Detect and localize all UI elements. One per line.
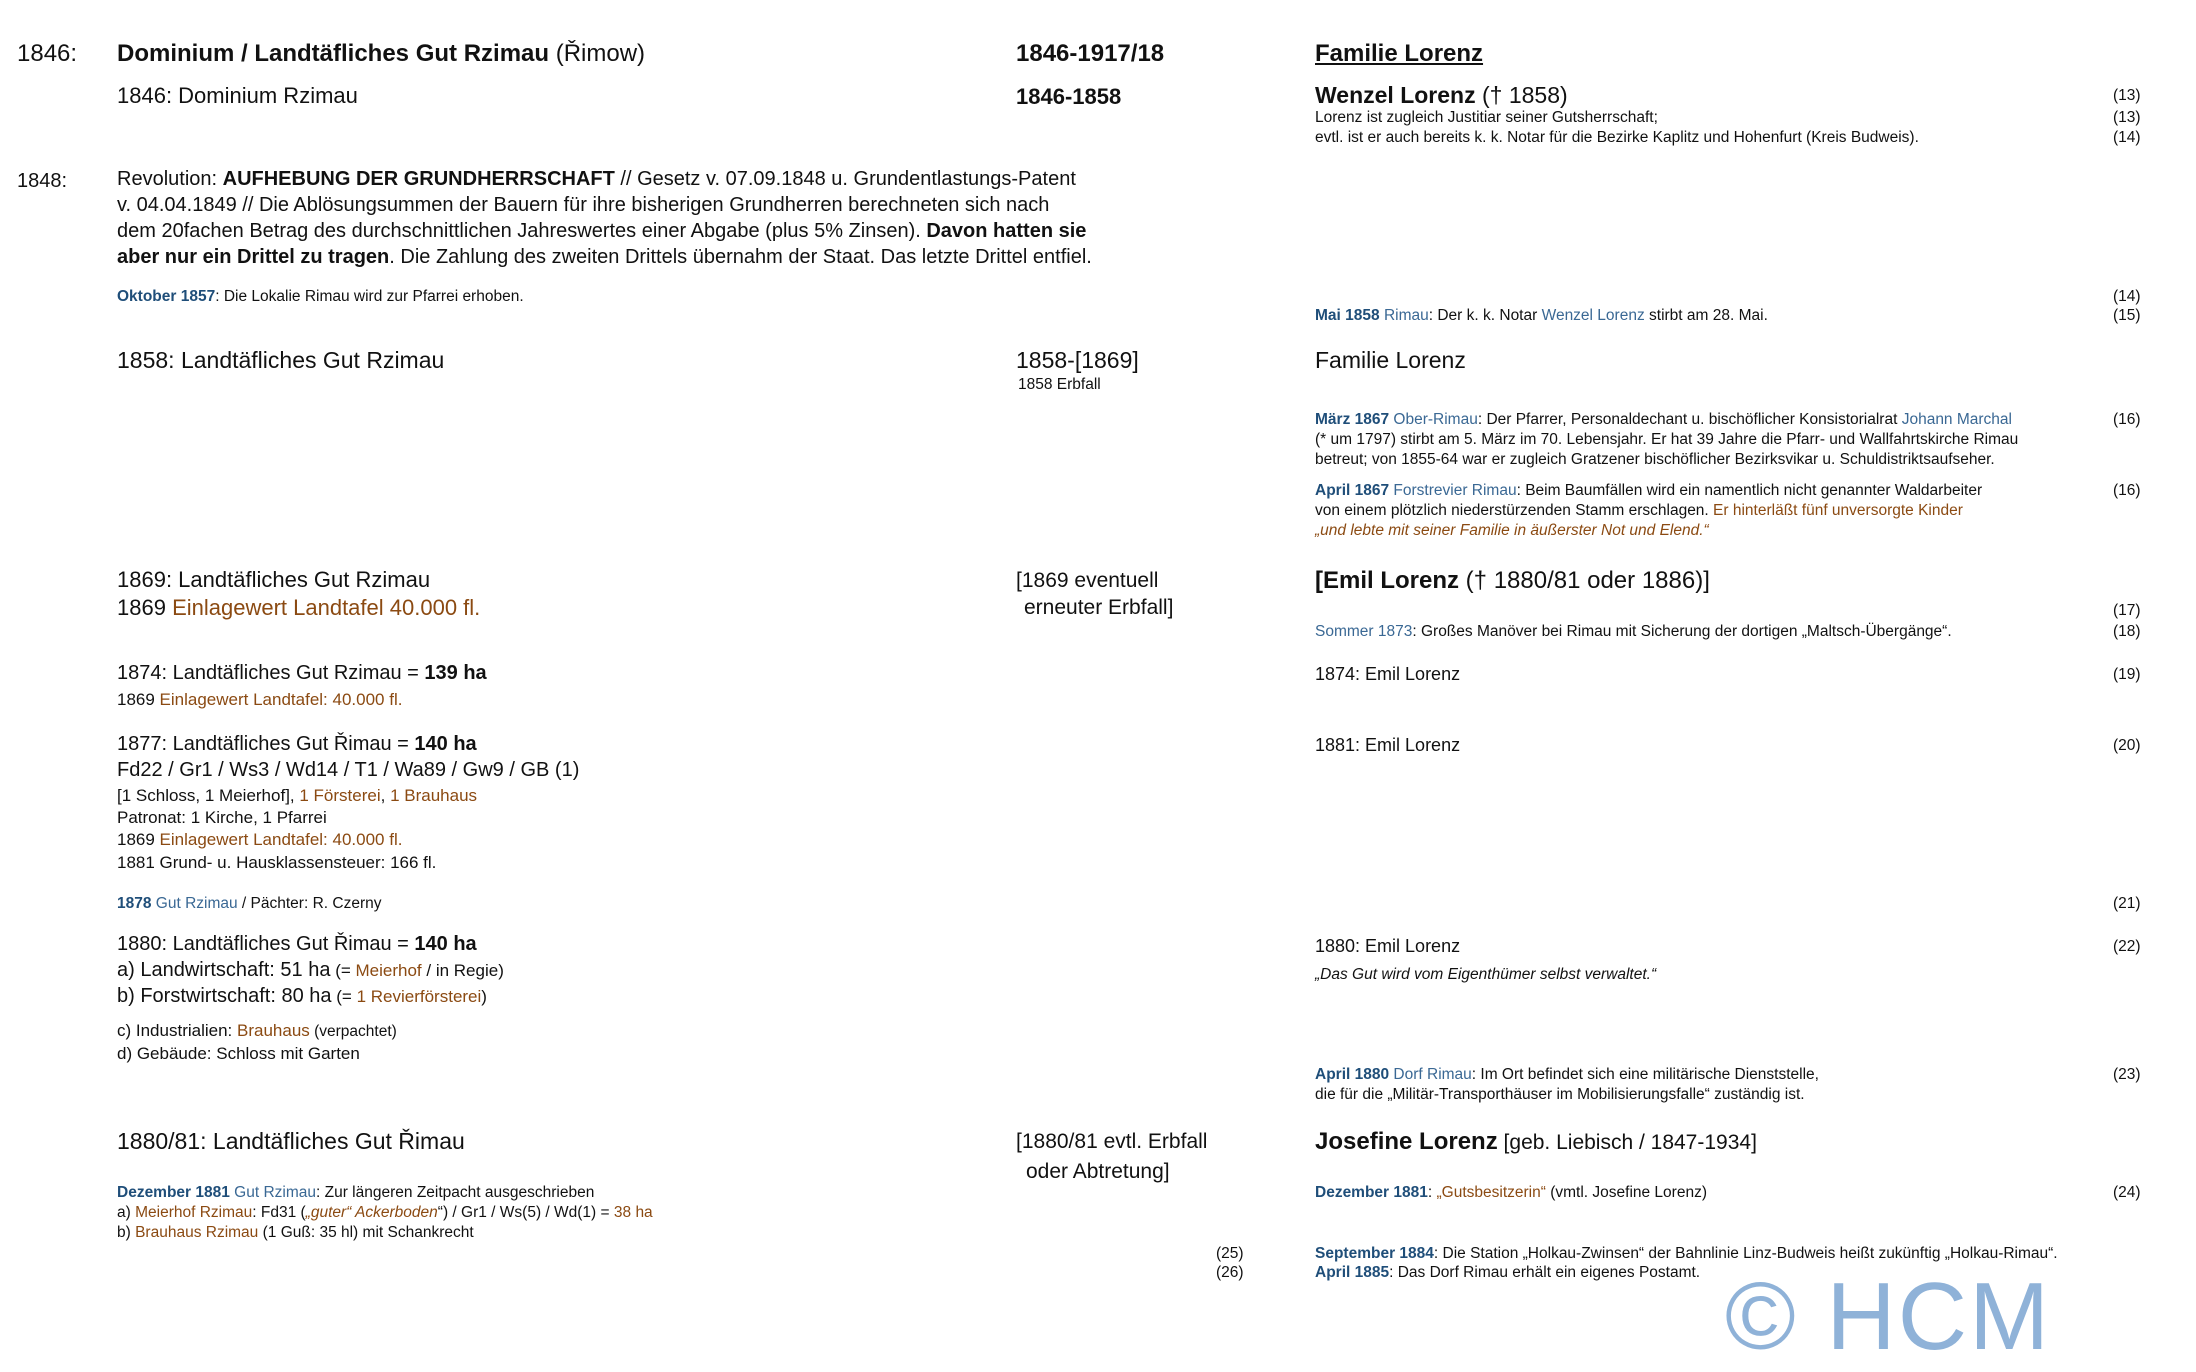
- estate-1874: 1874: Landtäfliches Gut Rzimau = 139 ha: [117, 662, 487, 684]
- ref: (23): [2113, 1066, 2141, 1083]
- event-dez-1881-besitzerin: Dezember 1881: „Gutsbesitzerin“ (vmtl. Josefine Lorenz): [1315, 1184, 1707, 1201]
- ref: (26): [1216, 1264, 1244, 1281]
- ref: (13): [2113, 87, 2141, 104]
- parcels-1877: Fd22 / Gr1 / Ws3 / Wd14 / T1 / Wa89 / Gw9 / GB (1): [117, 759, 580, 781]
- estate-title-1846: Dominium / Landtäfliches Gut Rzimau (Řimow): [117, 40, 646, 67]
- owner-1880: 1880: Emil Lorenz: [1315, 936, 1461, 956]
- ref: (21): [2113, 895, 2141, 912]
- ref: (20): [2113, 737, 2141, 754]
- ref: (14): [2113, 129, 2141, 146]
- wenzel-note2: evtl. ist er auch bereits k. k. Notar für die Bezirke Kaplitz und Hohenfurt (Kreis Budweis).: [1315, 129, 1919, 146]
- event-april-1880-l2: die für die „Militär-Transporthäuser im Mobilisierungsfalle“ zuständig ist.: [1315, 1086, 1805, 1103]
- event-1878: 1878 Gut Rzimau / Pächter: R. Czerny: [117, 895, 382, 912]
- event-april-1867-l2: von einem plötzlich niederstürzenden Stamm erschlagen. Er hinterläßt fünf unversorgte Kinder: [1315, 502, 1963, 519]
- period-188081-l1: [1880/81 evtl. Erbfall: [1016, 1130, 1208, 1153]
- ref: (16): [2113, 482, 2141, 499]
- event-dez-1881-gut-l3: b) Brauhaus Rzimau (1 Guß: 35 hl) mit Schankrecht: [117, 1224, 474, 1241]
- ref: (24): [2113, 1184, 2141, 1201]
- note-erbfall-1858: 1858 Erbfall: [1018, 376, 1101, 393]
- ref: (13): [2113, 109, 2141, 126]
- family-1858: Familie Lorenz: [1315, 347, 1466, 373]
- landwirtschaft-1880: a) Landwirtschaft: 51 ha (= Meierhof / in Regie): [117, 959, 504, 981]
- estate-188081: 1880/81: Landtäfliches Gut Řimau: [117, 1128, 465, 1154]
- period-188081-l2: oder Abtretung]: [1026, 1160, 1170, 1183]
- event-sep-1884: September 1884: Die Station „Holkau-Zwinsen“ der Bahnlinie Linz-Budweis heißt zukünftig „Holkau-Rimau“.: [1315, 1245, 2058, 1262]
- event-mai-1858: Mai 1858 Rimau: Der k. k. Notar Wenzel Lorenz stirbt am 28. Mai.: [1315, 307, 1768, 324]
- ref: (15): [2113, 307, 2141, 324]
- josefine-lorenz: Josefine Lorenz [geb. Liebisch / 1847-1934]: [1315, 1128, 1757, 1155]
- event-april-1880-l1: April 1880 Dorf Rimau: Im Ort befindet sich eine militärische Dienststelle,: [1315, 1066, 1819, 1083]
- period-1846: 1846-1917/18: [1016, 40, 1165, 67]
- steuer-1881: 1881 Grund- u. Hausklassensteuer: 166 fl.: [117, 853, 437, 872]
- forstwirtschaft-1880: b) Forstwirtschaft: 80 ha (= 1 Revierförsterei): [117, 985, 487, 1007]
- year-1846: 1846:: [17, 40, 78, 67]
- event-april-1867-l3: „und lebte mit seiner Familie in äußerster Not und Elend.“: [1315, 522, 1709, 539]
- revolution-line1: Revolution: AUFHEBUNG DER GRUNDHERRSCHAFT // Gesetz v. 07.09.1848 u. Grundentlastungs-Patent: [117, 168, 1076, 190]
- event-dez-1881-gut-l2: a) Meierhof Rzimau: Fd31 („guter“ Ackerboden“) / Gr1 / Ws(5) / Wd(1) = 38 ha: [117, 1204, 653, 1221]
- quote-1880: „Das Gut wird vom Eigenthümer selbst verwaltet.“: [1315, 966, 1657, 983]
- patronat-1877: Patronat: 1 Kirche, 1 Pfarrei: [117, 808, 327, 827]
- event-okt-1857: Oktober 1857: Die Lokalie Rimau wird zur Pfarrei erhoben.: [117, 288, 524, 305]
- period-1858: 1858-[1869]: [1016, 347, 1139, 373]
- family-heading: Familie Lorenz: [1315, 40, 1484, 67]
- ref: (14): [2113, 288, 2141, 305]
- einlagewert-1869: 1869 Einlagewert Landtafel 40.000 fl.: [117, 595, 481, 620]
- event-apr-1885: April 1885: Das Dorf Rimau erhält ein eigenes Postamt.: [1315, 1264, 1701, 1281]
- event-april-1867-l1: April 1867 Forstrevier Rimau: Beim Baumfällen wird ein namentlich nicht genannter Waldarbeiter: [1315, 482, 1983, 499]
- revolution-line4: aber nur ein Drittel zu tragen. Die Zahlung des zweiten Drittels übernahm der Staat. Das letzte Drittel entfiel.: [117, 246, 1092, 268]
- year-1848: 1848:: [17, 170, 68, 192]
- revolution-line2: v. 04.04.1849 // Die Ablösungsummen der Bauern für ihre bisherigen Grundherren berechneten sich nach: [117, 194, 1050, 216]
- estate-1880: 1880: Landtäfliches Gut Řimau = 140 ha: [117, 933, 477, 955]
- revolution-line3: dem 20fachen Betrag des durchschnittlichen Jahreswertes einer Abgabe (plus 5% Zinsen). Davon hatten sie: [117, 220, 1087, 242]
- owner-1874: 1874: Emil Lorenz: [1315, 664, 1461, 684]
- period-1869-l2: erneuter Erbfall]: [1024, 596, 1174, 619]
- industrialien-1880: c) Industrialien: Brauhaus (verpachtet): [117, 1021, 397, 1040]
- buildings-1877: [1 Schloss, 1 Meierhof], 1 Försterei, 1 Brauhaus: [117, 786, 478, 805]
- sub-1846: 1846: Dominium Rzimau: [117, 83, 358, 108]
- event-dez-1881-gut-l1: Dezember 1881 Gut Rzimau: Zur längeren Zeitpacht ausgeschrieben: [117, 1184, 595, 1201]
- event-sommer-1873: Sommer 1873: Großes Manöver bei Rimau mit Sicherung der dortigen „Maltsch-Übergänge“.: [1315, 623, 1952, 640]
- einlagewert-1874: 1869 Einlagewert Landtafel: 40.000 fl.: [117, 690, 403, 709]
- ref: (22): [2113, 938, 2141, 955]
- ref: (18): [2113, 623, 2141, 640]
- event-maerz-1867-l1: März 1867 Ober-Rimau: Der Pfarrer, Personaldechant u. bischöflicher Konsistorialrat Johann Marchal: [1315, 411, 2012, 428]
- estate-1877: 1877: Landtäfliches Gut Řimau = 140 ha: [117, 733, 477, 755]
- event-maerz-1867-l3: betreut; von 1855-64 war er zugleich Gratzener bischöflicher Bezirksvikar u. Schuldistriktsaufseher.: [1315, 451, 1995, 468]
- ref: (25): [1216, 1245, 1244, 1262]
- ref: (16): [2113, 411, 2141, 428]
- wenzel-lorenz: Wenzel Lorenz († 1858): [1315, 82, 1568, 108]
- sub-period-1846: 1846-1858: [1016, 84, 1122, 109]
- period-1869-l1: [1869 eventuell: [1016, 569, 1159, 592]
- ref: (19): [2113, 666, 2141, 683]
- copyright-watermark: © HCM: [1725, 1263, 2052, 1370]
- einlagewert-1877: 1869 Einlagewert Landtafel: 40.000 fl.: [117, 830, 403, 849]
- wenzel-note1: Lorenz ist zugleich Justitiar seiner Gutsherrschaft;: [1315, 109, 1658, 126]
- gebaeude-1880: d) Gebäude: Schloss mit Garten: [117, 1044, 360, 1063]
- estate-1869: 1869: Landtäfliches Gut Rzimau: [117, 567, 431, 592]
- ref: (17): [2113, 602, 2141, 619]
- estate-1858: 1858: Landtäfliches Gut Rzimau: [117, 347, 445, 373]
- emil-lorenz: [Emil Lorenz († 1880/81 oder 1886)]: [1315, 567, 1710, 594]
- owner-1881: 1881: Emil Lorenz: [1315, 735, 1461, 755]
- event-maerz-1867-l2: (* um 1797) stirbt am 5. März im 70. Lebensjahr. Er hat 39 Jahre die Pfarr- und Wallfahrtskirche Rimau: [1315, 431, 2019, 448]
